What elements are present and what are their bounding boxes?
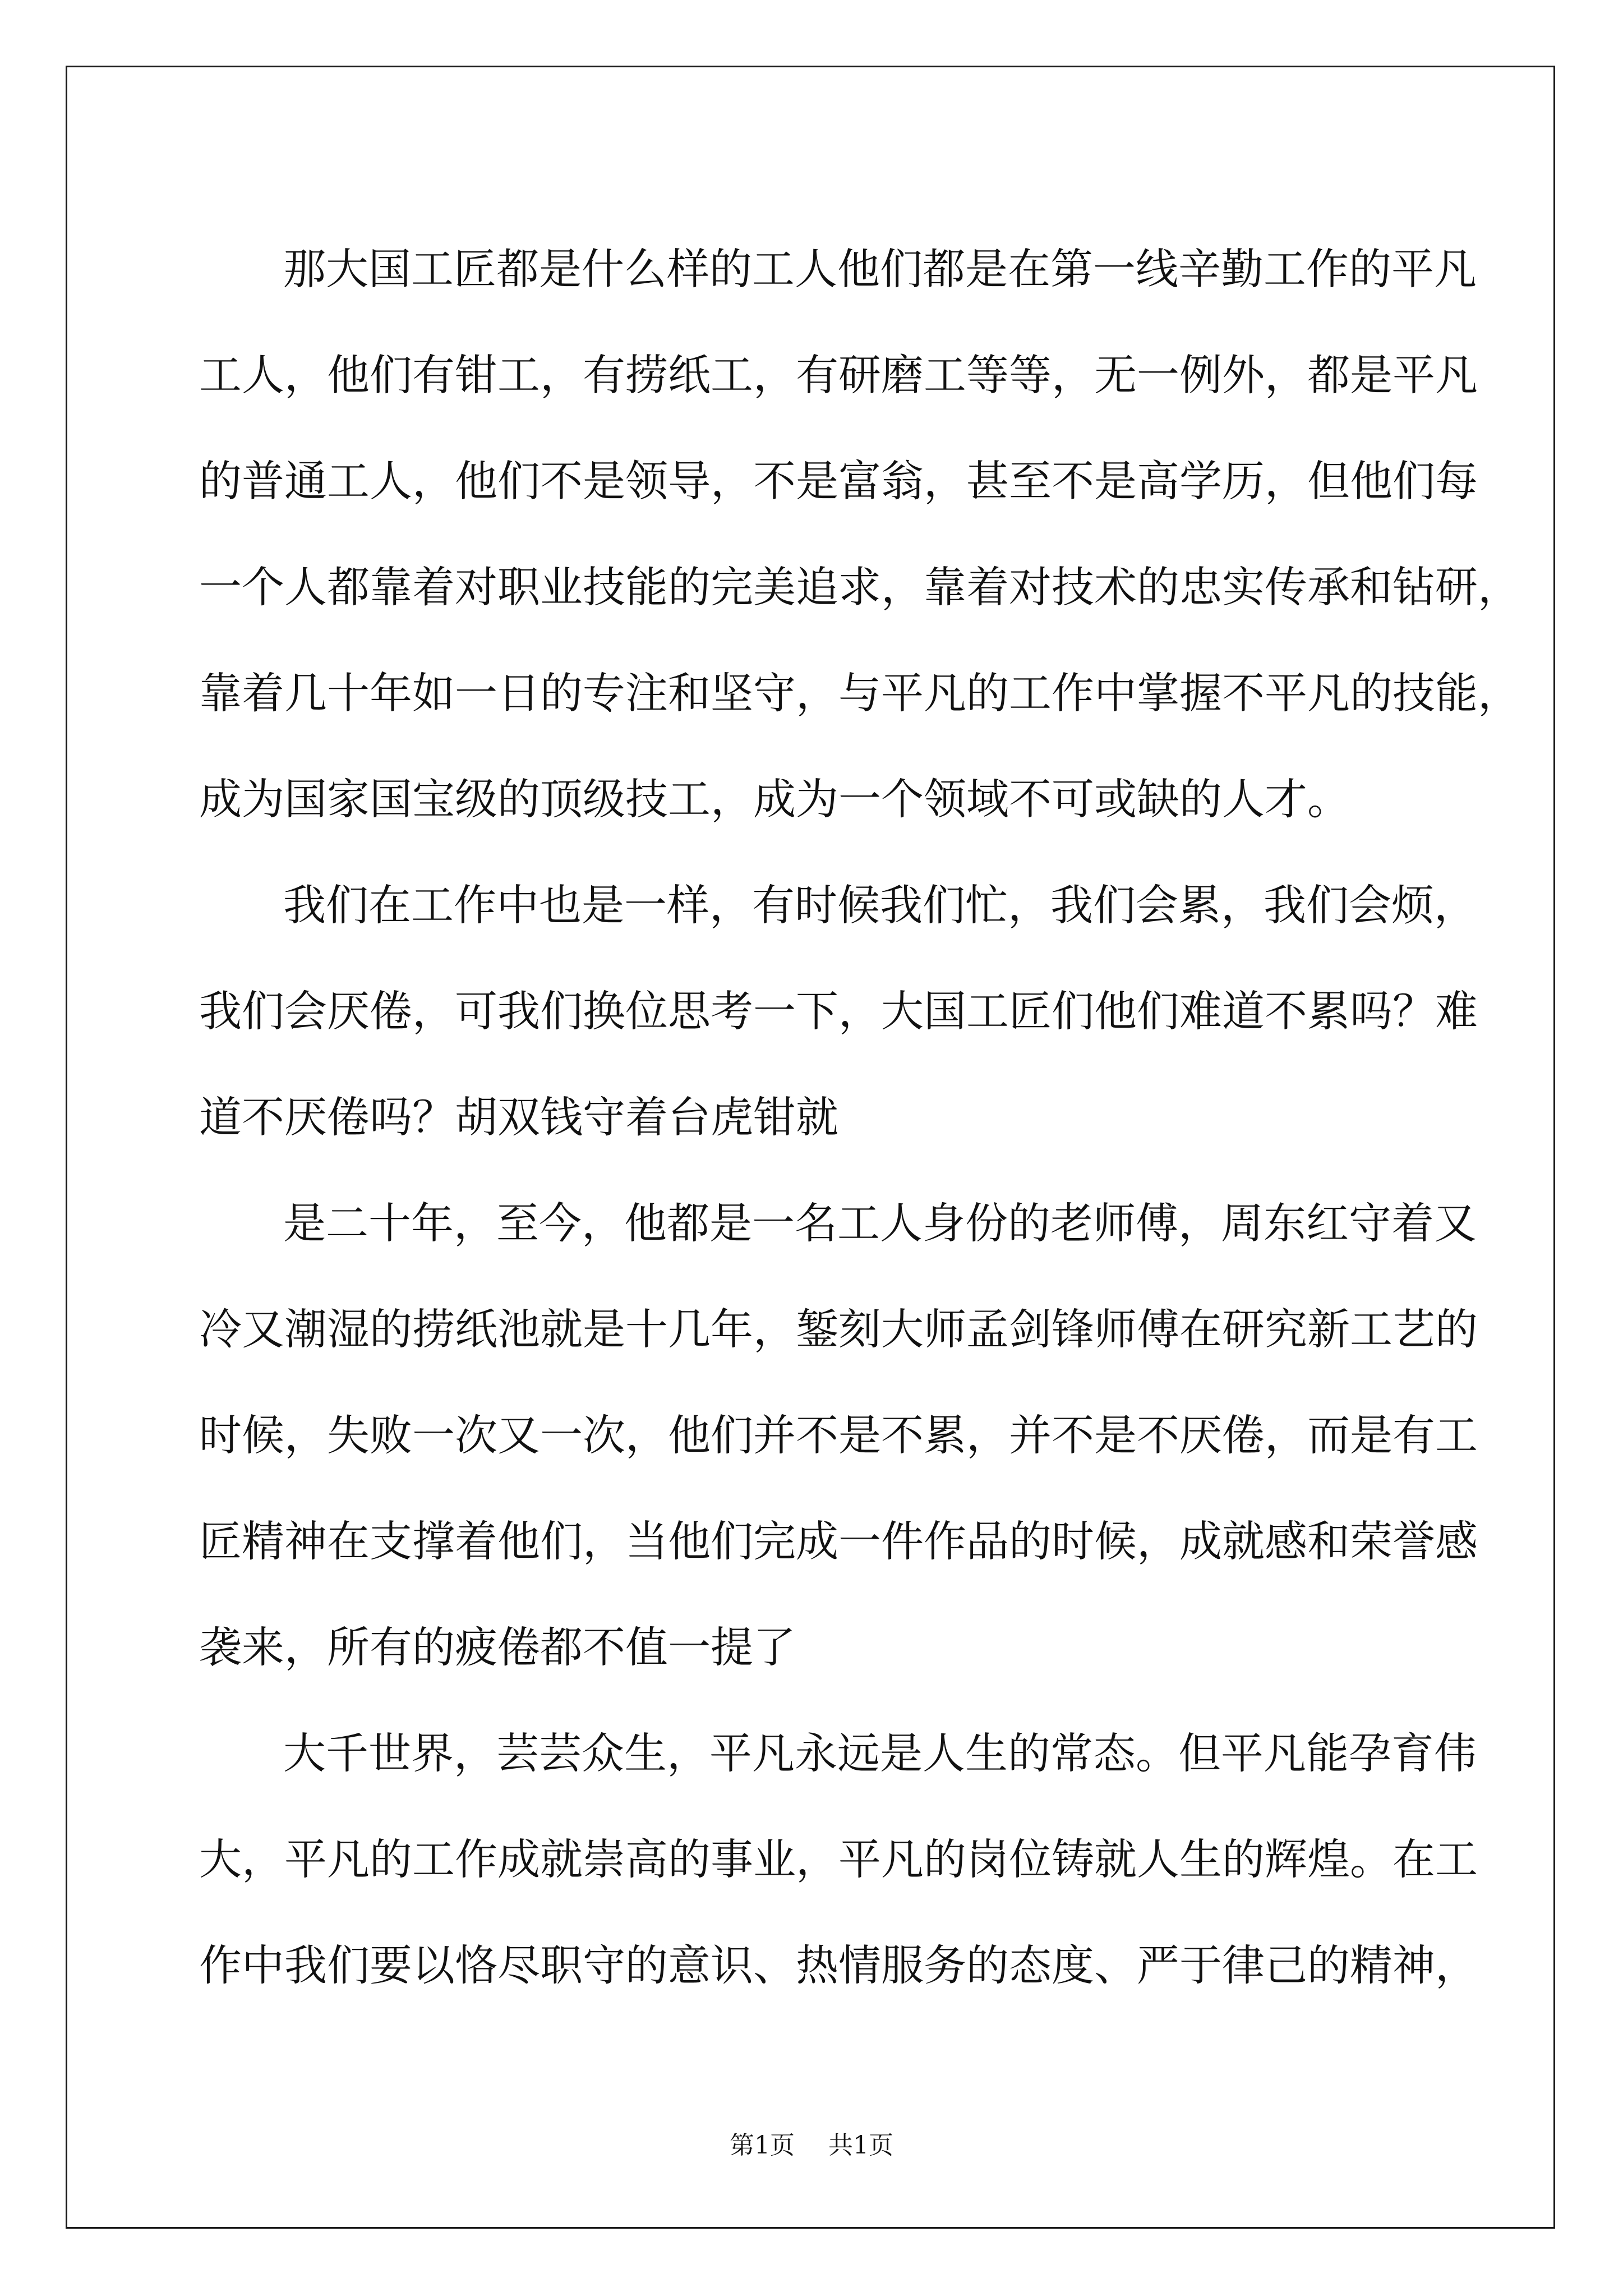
paragraph-1 [199,216,1520,852]
text-line: 我们会厌倦，可我们换位思考一下，大国工匠们他们难道不累吗？难 [199,986,1478,1036]
text-line: 作中我们要以恪尽职守的意识、热情服务的态度、严于律己的精神， [199,1940,1478,1990]
text-line: 那大国工匠都是什么样的工人他们都是在第一线辛勤工作的平凡 [283,244,1477,294]
text-line: 大千世界，芸芸众生，平凡永远是人生的常态。但平凡能孕育伟 [283,1728,1477,1778]
text-line: 匠精神在支撑着他们，当他们完成一件作品的时候，成就感和荣誉感 [199,1516,1478,1566]
paragraph-3 [199,1170,1478,1700]
text-line: 冷又潮湿的捞纸池就是十几年，錾刻大师孟剑锋师傅在研究新工艺的 [199,1304,1478,1354]
text-line: 大，平凡的工作成就崇高的事业，平凡的岗位铸就人生的辉煌。在工 [199,1834,1478,1884]
text-line: 袭来，所有的疲倦都不值一提了 [199,1622,796,1672]
text-line: 靠着几十年如一日的专注和坚守，与平凡的工作中掌握不平凡的技能， [199,668,1520,718]
text-line: 的普通工人，他们不是领导，不是富翁，甚至不是高学历，但他们每 [199,456,1478,506]
text-line: 道不厌倦吗？胡双钱守着台虎钳就 [199,1092,838,1142]
page-footer [0,2129,1623,2162]
text-line: 一个人都靠着对职业技能的完美追求，靠着对技术的忠实传承和钻研， [199,562,1520,612]
text-line: 时候，失败一次又一次，他们并不是不累，并不是不厌倦，而是有工 [199,1410,1478,1460]
page-number: 第1页 [730,2131,795,2160]
text-line: 是二十年，至今，他都是一名工人身份的老师傅，周东红守着又 [283,1198,1477,1248]
text-line: 工人，他们有钳工，有捞纸工，有研磨工等等，无一例外，都是平凡 [199,350,1478,400]
text-line: 成为国家国宝级的顶级技工，成为一个领域不可或缺的人才。 [199,774,1350,824]
text-line: 我们在工作中也是一样，有时候我们忙，我们会累，我们会烦， [283,880,1477,930]
document-body [199,216,1520,2018]
paragraph-2 [199,852,1478,1170]
paragraph-4 [199,1700,1478,2018]
page-total: 共1页 [828,2131,893,2160]
